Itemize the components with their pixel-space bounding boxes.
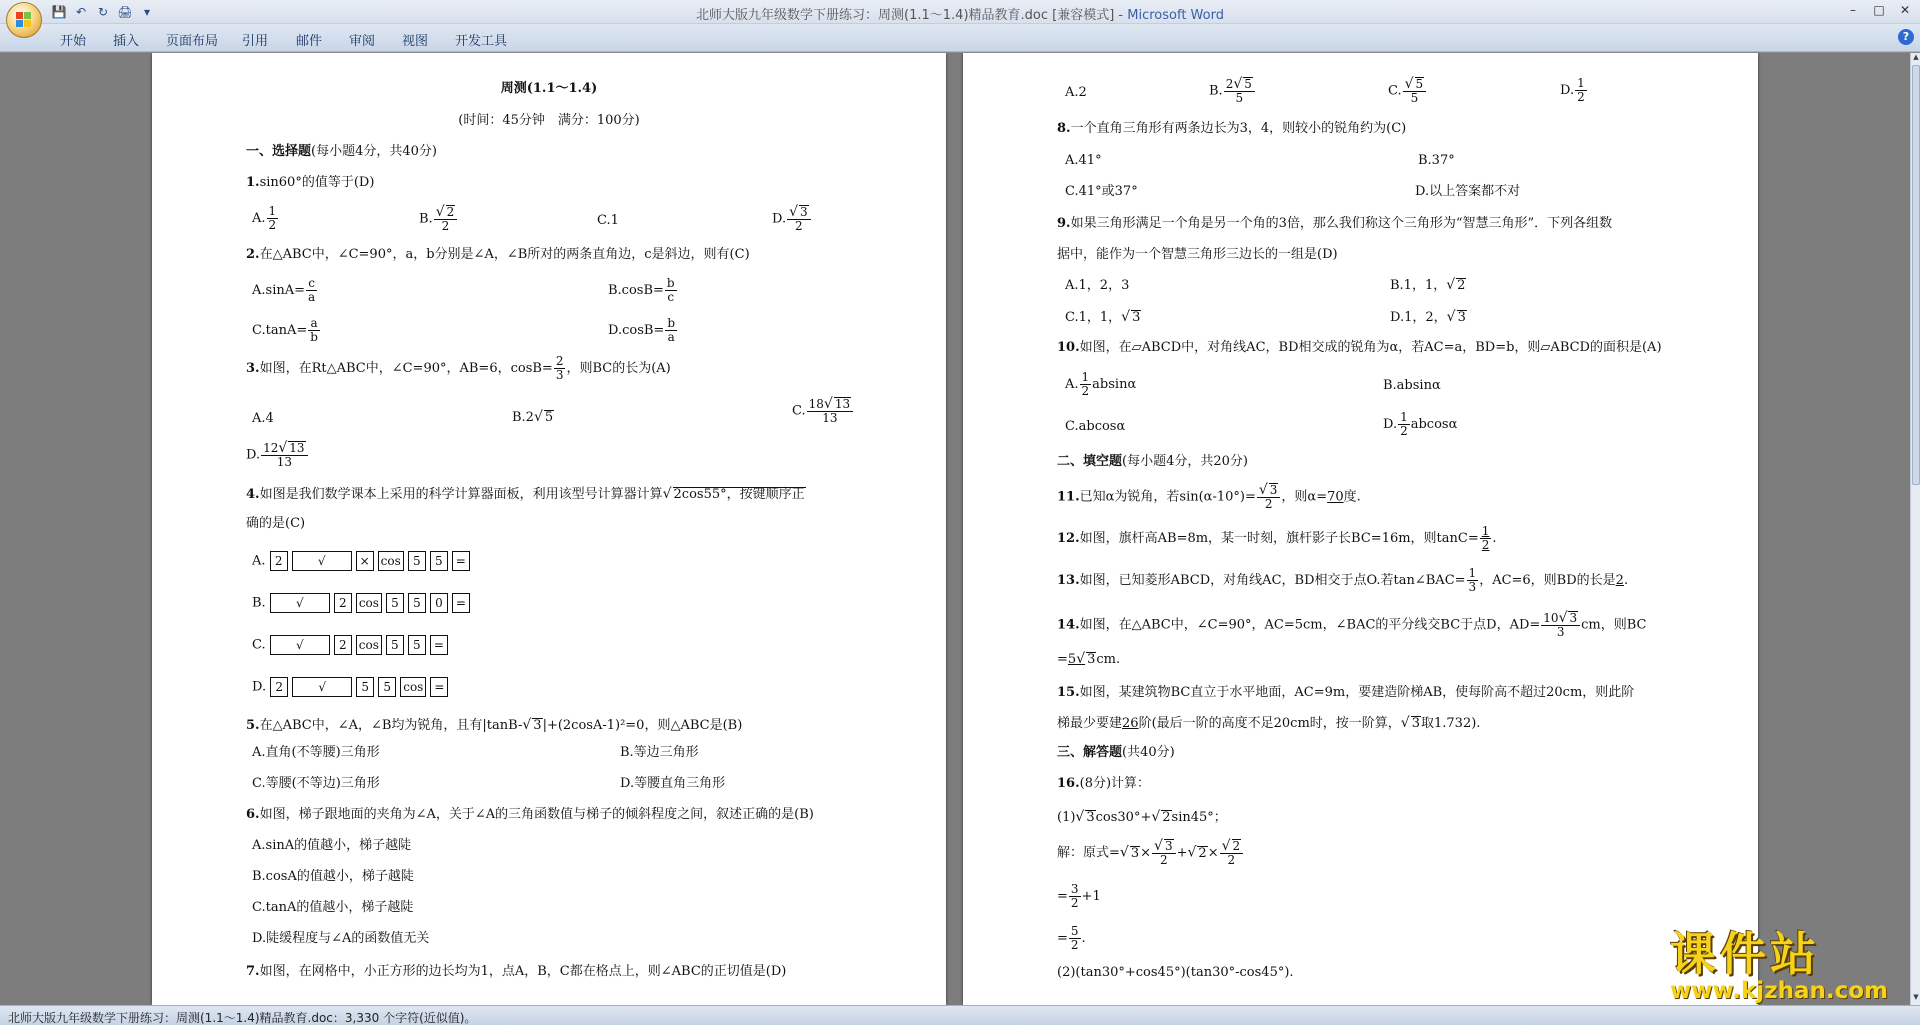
question-1: 1.sin60°的值等于(D) [246, 175, 375, 190]
office-logo-icon [16, 12, 32, 28]
page-right[interactable] [963, 53, 1758, 1005]
window-title: 北师大版九年级数学下册练习：周测(1.1～1.4)精品教育.doc [兼容模式] - Microsoft Word [696, 8, 1224, 23]
page-left[interactable] [152, 53, 946, 1005]
question-7: 7.如图，在网格中，小正方形的边长均为1，点A，B，C都在格点上，则∠ABC的正切值是(D) [246, 964, 787, 979]
q9-option-b: B.1，1，√ 2 [1390, 277, 1466, 293]
question-16-part1: (1)√ 3cos30°+√ 2sin45°； [1057, 809, 1227, 825]
calc-key: 5 [386, 635, 404, 655]
calc-key: 2 [334, 635, 352, 655]
scrollbar-thumb[interactable] [1912, 65, 1920, 485]
tab-developer[interactable]: 开发工具 [455, 34, 508, 49]
section2-heading: 二、填空题(每小题4分，共20分) [1057, 454, 1248, 469]
q3-option-c: C. $\frac{18√ 13}{13}$ [792, 397, 854, 425]
ribbon-tabs [0, 24, 1920, 52]
solution-line-1: 解：原式=√ 3× $\frac{√ 3}{2}$ +√ 2× $\frac{√ 2}{2}$ [1057, 839, 1244, 867]
q2-option-d: D.cosB= $\frac{b}{a}$ [608, 316, 676, 344]
q7-option-a: A.2 [1065, 85, 1087, 100]
q9-option-d: D.1，2，√ 3 [1390, 309, 1466, 325]
tab-page-layout[interactable]: 页面布局 [166, 34, 219, 49]
doc-subtitle: (时间：45分钟 满分：100分) [458, 113, 640, 128]
vertical-scrollbar[interactable] [1910, 53, 1920, 1005]
q3-option-a: A.4 [252, 411, 274, 426]
question-12: 12.如图，旗杆高AB=8m，某一时刻，旗杆影子长BC=16m，则tanC= $\frac{1}{2}$ . [1057, 524, 1497, 552]
q9-option-c: C.1，1，√ 3 [1065, 309, 1141, 325]
tab-references[interactable]: 引用 [242, 34, 269, 49]
question-14-cont: =5√ 3cm. [1057, 651, 1121, 667]
calc-key: 5 [408, 593, 426, 613]
q8-option-b: B.37° [1418, 153, 1455, 168]
section3-heading: 三、解答题(共40分) [1057, 745, 1175, 760]
q2-option-b: B.cosB= $\frac{b}{c}$ [608, 276, 675, 304]
minimize-button[interactable]: – [1850, 3, 1856, 17]
q4-option-a: A. 2 √ × cos 5 5 = [252, 551, 470, 571]
question-16: 16.(8分)计算： [1057, 776, 1151, 791]
close-button[interactable]: ✕ [1899, 3, 1911, 17]
q8-option-c: C.41°或37° [1065, 184, 1138, 199]
question-9-cont: 据中，能作为一个智慧三角形三边长的一组是(D) [1057, 247, 1338, 262]
tab-insert[interactable]: 插入 [113, 34, 140, 49]
q2-option-c: C.tanA= $\frac{a}{b}$ [252, 316, 318, 344]
q6-option-c: C.tanA的值越小，梯子越陡 [252, 900, 414, 915]
help-icon[interactable]: ? [1898, 29, 1914, 45]
q8-option-a: A.41° [1065, 153, 1102, 168]
status-bar [0, 1005, 1920, 1025]
q5-option-a: A.直角(不等腰)三角形 [252, 745, 380, 760]
q1-option-b: B. $\frac{√ 2}{2}$ [419, 205, 458, 233]
undo-icon[interactable]: ↶ [75, 5, 87, 19]
calc-key: 5 [430, 551, 448, 571]
calc-key: 0 [430, 593, 448, 613]
calc-key: 5 [356, 677, 374, 697]
q10-option-d: D. $\frac{1}{2}$ abcosα [1383, 410, 1458, 438]
q6-option-a: A.sinA的值越小，梯子越陡 [252, 838, 412, 853]
calc-key-sqrt: √ [270, 593, 330, 613]
q3-option-d: D. $\frac{12√ 13}{13}$ [246, 441, 309, 469]
customize-qat-icon[interactable]: ▾ [143, 5, 151, 19]
calc-key: × [356, 551, 374, 571]
q4-option-c: C. √ 2 cos 5 5 = [252, 635, 448, 655]
scroll-up-icon[interactable]: ▲ [1913, 53, 1919, 61]
calc-key: 5 [408, 551, 426, 571]
calc-key: 2 [270, 677, 288, 697]
calc-key: cos [378, 551, 404, 571]
calc-key: 5 [378, 677, 396, 697]
question-10: 10.如图，在▱ABCD中，对角线AC，BD相交成的锐角为α，若AC=a，BD=b，则▱ABCD的面积是(A) [1057, 340, 1662, 355]
calc-key: cos [356, 635, 382, 655]
watermark-logo: 课件站 www.kjzhan.com [1670, 927, 1888, 1004]
q2-option-a: A.sinA= $\frac{c}{a}$ [252, 276, 316, 304]
question-16-part2: (2)(tan30°+cos45°)(tan30°-cos45°). [1057, 965, 1294, 980]
q3-option-b: B.2√ 5 [512, 409, 554, 425]
q6-option-b: B.cosA的值越小，梯子越陡 [252, 869, 414, 884]
maximize-button[interactable]: □ [1873, 3, 1885, 17]
question-4: 4.如图是我们数学课本上采用的科学计算器面板，利用该型号计算器计算√ 2cos55°，按键顺序正 [246, 486, 805, 502]
q5-option-d: D.等腰直角三角形 [620, 776, 726, 791]
calc-key-sqrt: √ [270, 635, 330, 655]
q1-option-a: A. $\frac{1}{2}$ [252, 204, 277, 232]
calc-key: 5 [386, 593, 404, 613]
calc-key-sqrt: √ [292, 677, 352, 697]
solution-line-3: = $\frac{5}{2}$ . [1057, 924, 1086, 952]
q10-option-c: C.abcosα [1065, 419, 1126, 434]
question-2: 2.在△ABC中，∠C=90°，a，b分别是∠A，∠B所对的两条直角边，c是斜边，则有(C) [246, 247, 750, 262]
q5-option-c: C.等腰(不等边)三角形 [252, 776, 380, 791]
section1-heading: 一、选择题(每小题4分，共40分) [246, 144, 437, 159]
question-9: 9.如果三角形满足一个角是另一个角的3倍，那么我们称这个三角形为“智慧三角形”．下列各组数 [1057, 216, 1613, 231]
redo-icon[interactable]: ↻ [97, 5, 109, 19]
tab-home[interactable]: 开始 [60, 34, 87, 49]
office-button[interactable] [6, 2, 42, 38]
title-bar [0, 0, 1920, 24]
tab-mailings[interactable]: 邮件 [296, 34, 323, 49]
doc-title: 周测(1.1～1.4) [500, 81, 598, 96]
question-15-cont: 梯最少要建26阶(最后一阶的高度不足20cm时，按一阶算，√ 3取1.732). [1057, 715, 1481, 731]
q7-option-b: B. $\frac{2√ 5}{5}$ [1209, 77, 1256, 105]
calc-key-sqrt: √ [292, 551, 352, 571]
question-11: 11.已知α为锐角，若sin(α-10°)= $\frac{√ 3}{2}$ ，则α=70度. [1057, 482, 1361, 511]
question-14: 14.如图，在△ABC中，∠C=90°，AC=5cm，∠BAC的平分线交BC于点D，AD= $\frac{10√ 3}{3}$ cm，则BC [1057, 610, 1647, 639]
status-text: 北师大版九年级数学下册练习：周测(1.1～1.4)精品教育.doc：3,330 个字符(近似值)。 [8, 1011, 477, 1025]
question-6: 6.如图，梯子跟地面的夹角为∠A，关于∠A的三角函数值与梯子的倾斜程度之间，叙述正确的是(B) [246, 807, 814, 822]
save-icon[interactable]: 💾 [51, 5, 67, 19]
calc-key: = [452, 551, 470, 571]
question-15: 15.如图，某建筑物BC直立于水平地面，AC=9m，要建造阶梯AB，使每阶高不超过20cm，则此阶 [1057, 685, 1635, 700]
q6-option-d: D.陡缓程度与∠A的函数值无关 [252, 931, 430, 946]
q5-option-b: B.等边三角形 [620, 745, 699, 760]
calc-key: 2 [270, 551, 288, 571]
question-13: 13.如图，已知菱形ABCD，对角线AC，BD相交于点O.若tan∠BAC= $\frac{1}{3}$ ，AC=6，则BD的长是2. [1057, 566, 1629, 594]
window-controls [1840, 0, 1918, 20]
calc-key: cos [400, 677, 426, 697]
calc-key: = [430, 677, 448, 697]
q1-option-d: D. $\frac{√ 3}{2}$ [772, 205, 812, 233]
question-8: 8.一个直角三角形有两条边长为3，4，则较小的锐角约为(C) [1057, 121, 1407, 136]
calc-key: 5 [408, 635, 426, 655]
calc-key: cos [356, 593, 382, 613]
q7-option-c: C. $\frac{√ 5}{5}$ [1388, 77, 1427, 105]
q8-option-d: D.以上答案都不对 [1415, 184, 1521, 199]
question-5: 5.在△ABC中，∠A，∠B均为锐角，且有|tanB-√ 3|+(2cosA-1)²=0，则△ABC是(B) [246, 717, 743, 733]
tab-view[interactable]: 视图 [402, 34, 429, 49]
question-4-cont: 确的是(C) [246, 516, 306, 531]
calc-key: = [430, 635, 448, 655]
q4-option-b: B. √ 2 cos 5 5 0 = [252, 593, 470, 613]
calc-key: = [452, 593, 470, 613]
calc-key: 2 [334, 593, 352, 613]
q10-option-a: A. $\frac{1}{2}$ absinα [1065, 370, 1137, 398]
q1-option-c: C.1 [597, 213, 619, 228]
q7-option-d: D. $\frac{1}{2}$ [1560, 76, 1585, 104]
scroll-down-icon[interactable]: ▼ [1913, 993, 1919, 1001]
q10-option-b: B.absinα [1383, 378, 1441, 393]
print-preview-icon[interactable]: 🖨 [117, 5, 133, 19]
solution-line-2: = $\frac{3}{2}$ +1 [1057, 882, 1101, 910]
q4-option-d: D. 2 √ 5 5 cos = [252, 677, 448, 697]
tab-review[interactable]: 审阅 [349, 34, 376, 49]
question-3: 3.如图，在Rt△ABC中，∠C=90°，AB=6，cosB= $\frac{2}{3}$ ，则BC的长为(A) [246, 354, 671, 382]
q9-option-a: A.1，2，3 [1065, 278, 1130, 293]
document-workspace[interactable] [0, 53, 1910, 1005]
